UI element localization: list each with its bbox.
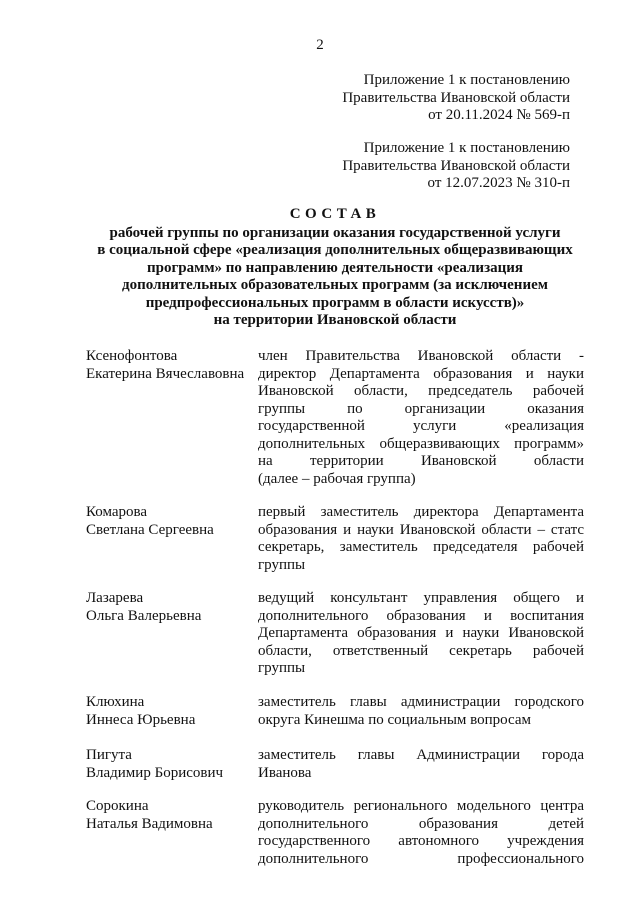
title-heading: СОСТАВ [289,206,381,222]
appendix-current [342,72,570,125]
member-name [86,348,256,383]
member-given-name: Иннеса Юрьевна [86,711,196,728]
role-line: группы [258,660,306,676]
title-line-4: дополнительных образовательных программ (за исключением [122,277,548,293]
member-role [258,590,584,678]
appendix-previous-line1: Приложение 1 к постановлению [363,140,570,156]
role-line: первый заместитель директора Департамента [258,504,584,520]
member-given-name: Наталья Вадимовна [86,815,213,832]
member-given-name: Светлана Сергеевна [86,521,214,538]
role-line: области, ответственный секретарь рабочей [258,642,584,659]
role-line: образования и науки Ивановской области – статс [258,521,584,538]
member-role [258,747,584,782]
title-line-1: рабочей группы по организации оказания государственной услуги [109,224,561,241]
page-number: 2 [316,37,324,53]
member-role [258,504,584,574]
appendix-current-line2: Правительства Ивановской области [342,89,570,106]
role-line: секретарь, заместитель председателя рабочей [258,539,584,555]
title-line-3: программ» по направлению деятельности «реализация [146,259,524,276]
member-given-name: Екатерина Вячеславовна [86,365,245,382]
role-line: ведущий консультант управления общего и [258,590,584,606]
role-line: округа Кинешма по социальным вопросам [258,711,532,728]
member-name [86,590,256,625]
appendix-previous [342,140,570,193]
appendix-previous-line2: Правительства Ивановской области [342,157,570,174]
role-line: заместитель главы администрации городского [258,694,584,710]
member-surname: Сорокина [86,798,149,814]
member-name [86,504,256,539]
role-line: руководитель регионального модельного центра [258,798,584,814]
member-surname: Клюхина [86,694,145,710]
role-line: группы по организации оказания [258,400,584,417]
document-title [85,206,585,330]
role-line: (далее – рабочая группа) [258,470,416,487]
role-line: дополнительного образования детей [258,815,584,832]
role-line: государственной услуги «реализация [258,418,584,434]
member-role [258,798,584,868]
role-line: заместитель главы Администрации города [258,747,584,763]
role-line: группы [258,556,306,573]
role-line: дополнительного профессионального [258,850,584,867]
role-line: Иванова [258,764,312,781]
title-line-2: в социальной сфере «реализация дополнительных общеразвивающих [97,242,573,258]
role-line: дополнительного образования и воспитания [258,607,584,624]
role-line: директор Департамента образования и науки [258,365,584,382]
appendix-current-line1: Приложение 1 к постановлению [363,72,570,88]
member-name [86,747,256,782]
role-line: Департамента образования и науки Ивановской [258,625,584,641]
member-given-name: Ольга Валерьевна [86,607,202,624]
role-line: на территории Ивановской области [258,453,584,469]
title-line-5: предпрофессиональных программ в области искусств)» [145,294,525,311]
member-role [258,348,584,488]
member-surname: Ксенофонтова [86,348,178,364]
member-name [86,798,256,833]
member-surname: Лазарева [86,590,144,606]
title-line-6: на территории Ивановской области [213,312,457,328]
appendix-current-line3: от 20.11.2024 № 569-п [428,107,570,123]
member-surname: Комарова [86,504,148,520]
member-given-name: Владимир Борисович [86,764,224,781]
member-surname: Пигута [86,747,132,763]
role-line: Ивановской области, председатель рабочей [258,383,584,399]
member-role [258,694,584,729]
member-name [86,694,256,729]
role-line: член Правительства Ивановской области - [258,348,584,364]
role-line: государственного автономного учреждения [258,833,584,849]
role-line: дополнительных общеразвивающих программ» [258,435,584,452]
appendix-previous-line3: от 12.07.2023 № 310-п [427,175,570,191]
